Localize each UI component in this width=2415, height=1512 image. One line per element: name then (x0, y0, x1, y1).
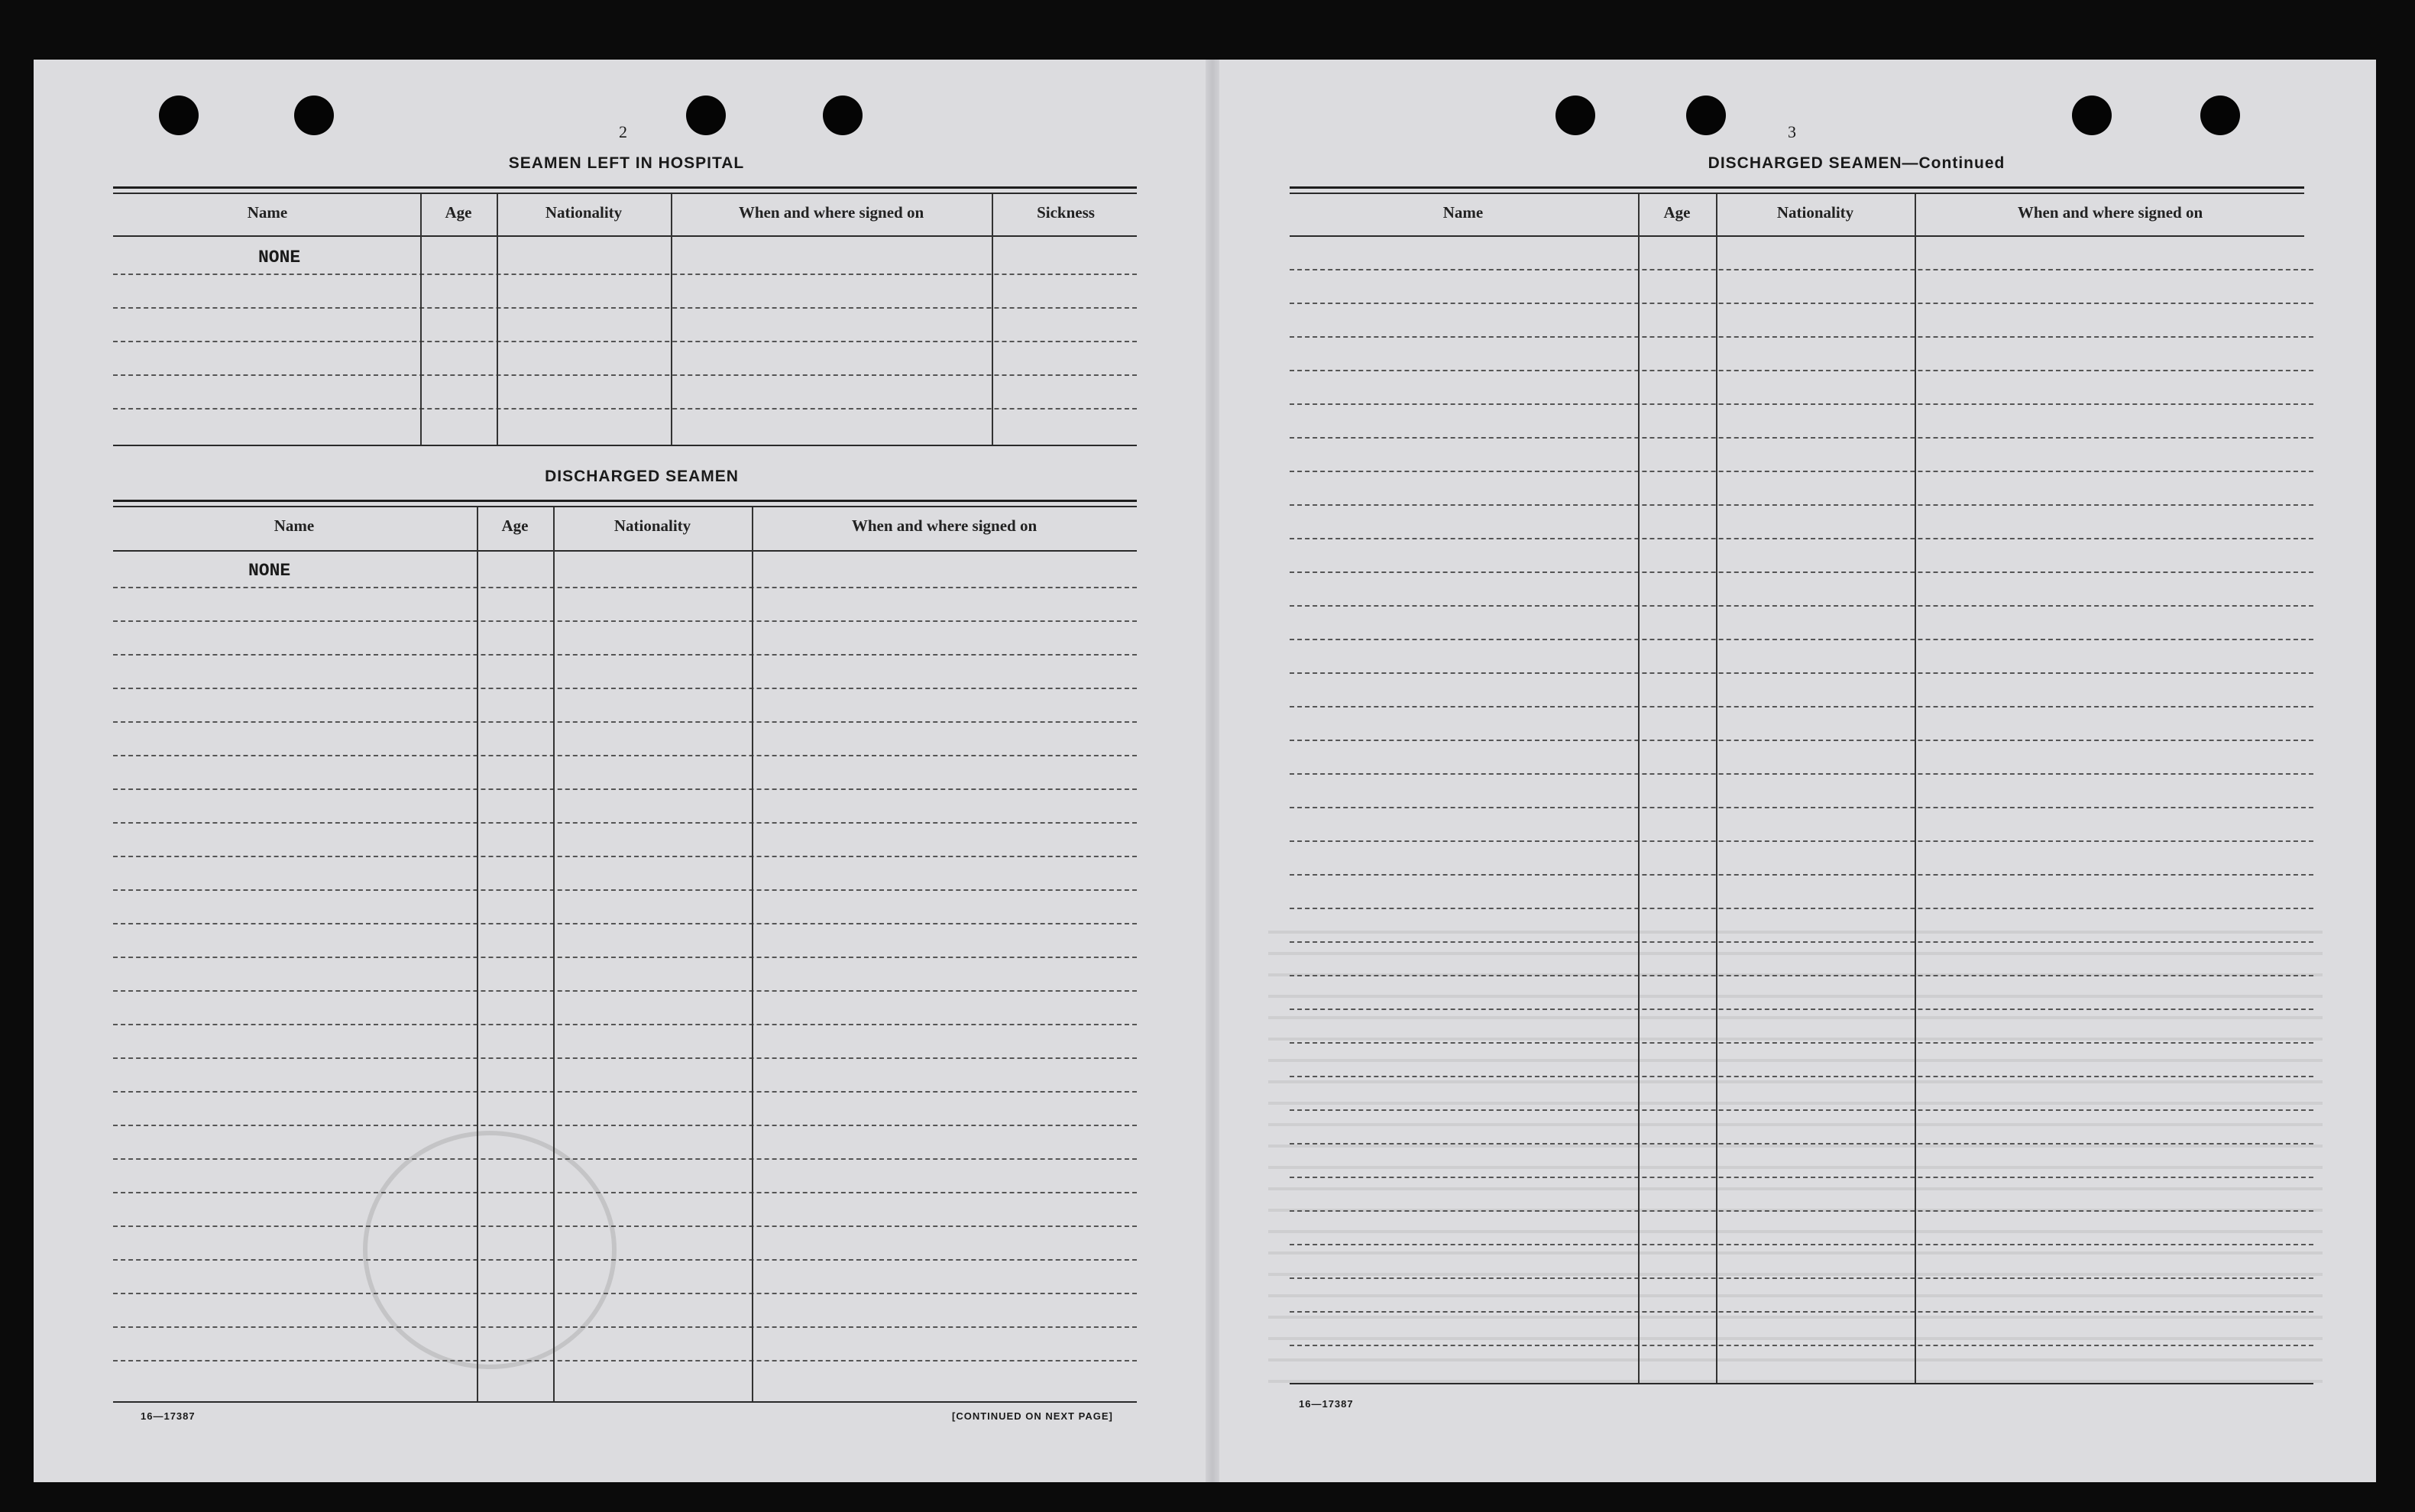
punch-hole (159, 96, 199, 135)
punch-hole (1686, 96, 1726, 135)
row-line (113, 721, 1137, 723)
row-line (1290, 1109, 2313, 1111)
discharged-top-rule (113, 500, 1137, 502)
row-line (113, 856, 1137, 857)
row-line (1290, 571, 2313, 573)
hospital-section-title: SEAMEN LEFT IN HOSPITAL (508, 154, 745, 172)
row-line (113, 1360, 1137, 1361)
row-line (1290, 1042, 2313, 1044)
hospital-top-rule (113, 186, 1137, 189)
row-line (113, 1057, 1137, 1059)
row-line (113, 620, 1137, 622)
discharged-col-nationality: Nationality (613, 516, 691, 535)
row-line (113, 1192, 1137, 1193)
row-line (113, 654, 1137, 656)
row-line (1290, 1244, 2313, 1245)
bleed-through-text (1268, 924, 2323, 1383)
right-col-signed-on: When and where signed on (2017, 203, 2203, 222)
discharged-header-rule (113, 550, 1137, 552)
punch-hole (2200, 96, 2240, 135)
hospital-header-rule (113, 235, 1137, 237)
row-line (1290, 336, 2313, 338)
row-line (113, 408, 1137, 410)
column-divider (1638, 194, 1640, 1383)
row-line (1290, 975, 2313, 976)
row-line (113, 889, 1137, 891)
row-line (1290, 672, 2313, 674)
row-line (1290, 1277, 2313, 1279)
row-line (113, 990, 1137, 992)
hospital-col-signed-on: When and where signed on (738, 203, 924, 222)
row-line (1290, 1143, 2313, 1145)
row-line (1290, 1311, 2313, 1313)
right-top-rule (1290, 186, 2304, 189)
row-line (1290, 1345, 2313, 1346)
discharged-col-signed-on: When and where signed on (851, 516, 1038, 535)
row-line (113, 1225, 1137, 1227)
right-top-rule-2 (1290, 193, 2304, 194)
row-line (113, 374, 1137, 376)
row-line (113, 923, 1137, 924)
column-divider (553, 507, 555, 1401)
column-divider (497, 194, 498, 445)
faded-stamp (363, 1131, 617, 1369)
hospital-col-age: Age (445, 203, 472, 222)
hospital-col-nationality: Nationality (545, 203, 623, 222)
column-divider (477, 507, 478, 1401)
row-line (113, 688, 1137, 689)
row-line (113, 755, 1137, 756)
hospital-bottom-rule (113, 445, 1137, 446)
hospital-col-name: Name (247, 203, 288, 222)
form-number-right: 16—17387 (1299, 1398, 1354, 1410)
punch-hole (2072, 96, 2112, 135)
right-col-nationality: Nationality (1776, 203, 1854, 222)
discharged-entry-name: NONE (248, 561, 291, 581)
discharged-col-name: Name (274, 516, 315, 535)
row-line (1290, 504, 2313, 506)
row-line (1290, 538, 2313, 539)
row-line (113, 587, 1137, 588)
column-divider (671, 194, 672, 445)
continued-note: [CONTINUED ON NEXT PAGE] (952, 1410, 1113, 1422)
column-divider (1716, 194, 1717, 1383)
row-line (1290, 1076, 2313, 1077)
row-line (113, 822, 1137, 824)
row-line (113, 1293, 1137, 1294)
row-line (1290, 370, 2313, 371)
right-bottom-rule (1290, 1383, 2313, 1384)
row-line (113, 1259, 1137, 1261)
row-line (113, 307, 1137, 309)
hospital-top-rule-2 (113, 193, 1137, 194)
column-divider (420, 194, 422, 445)
row-line (1290, 773, 2313, 775)
punch-hole (823, 96, 863, 135)
hospital-col-sickness: Sickness (1037, 203, 1095, 222)
row-line (113, 1091, 1137, 1093)
row-line (1290, 740, 2313, 741)
row-line (1290, 706, 2313, 707)
hospital-entry-name: NONE (258, 248, 301, 267)
row-line (113, 1024, 1137, 1025)
row-line (1290, 269, 2313, 270)
row-line (1290, 437, 2313, 439)
row-line (1290, 874, 2313, 876)
punch-hole (294, 96, 334, 135)
right-col-name: Name (1442, 203, 1484, 222)
row-line (1290, 605, 2313, 607)
row-line (113, 788, 1137, 790)
column-divider (752, 507, 753, 1401)
row-line (1290, 807, 2313, 808)
row-line (1290, 639, 2313, 640)
row-line (1290, 941, 2313, 943)
center-fold (1206, 60, 1219, 1482)
punch-hole (1556, 96, 1595, 135)
column-divider (992, 194, 993, 445)
discharged-section-title: DISCHARGED SEAMEN (545, 468, 739, 485)
right-header-rule (1290, 235, 2304, 237)
row-line (113, 341, 1137, 342)
form-number-left: 16—17387 (141, 1410, 196, 1422)
right-col-age: Age (1663, 203, 1691, 222)
discharged-continued-title: DISCHARGED SEAMEN—Continued (1708, 154, 2005, 172)
row-line (1290, 471, 2313, 472)
discharged-top-rule-2 (113, 506, 1137, 507)
row-line (113, 1158, 1137, 1160)
column-divider (1915, 194, 1916, 1383)
row-line (113, 1125, 1137, 1126)
row-line (113, 1326, 1137, 1328)
page-number-left: 2 (619, 122, 627, 141)
row-line (1290, 908, 2313, 909)
discharged-bottom-rule (113, 1401, 1137, 1403)
punch-hole (686, 96, 726, 135)
row-line (1290, 1210, 2313, 1212)
row-line (1290, 1009, 2313, 1010)
discharged-col-age: Age (501, 516, 529, 535)
row-line (1290, 840, 2313, 842)
row-line (113, 274, 1137, 275)
page-number-right: 3 (1788, 122, 1796, 141)
row-line (1290, 303, 2313, 304)
row-line (1290, 1177, 2313, 1178)
row-line (1290, 403, 2313, 405)
row-line (113, 957, 1137, 958)
